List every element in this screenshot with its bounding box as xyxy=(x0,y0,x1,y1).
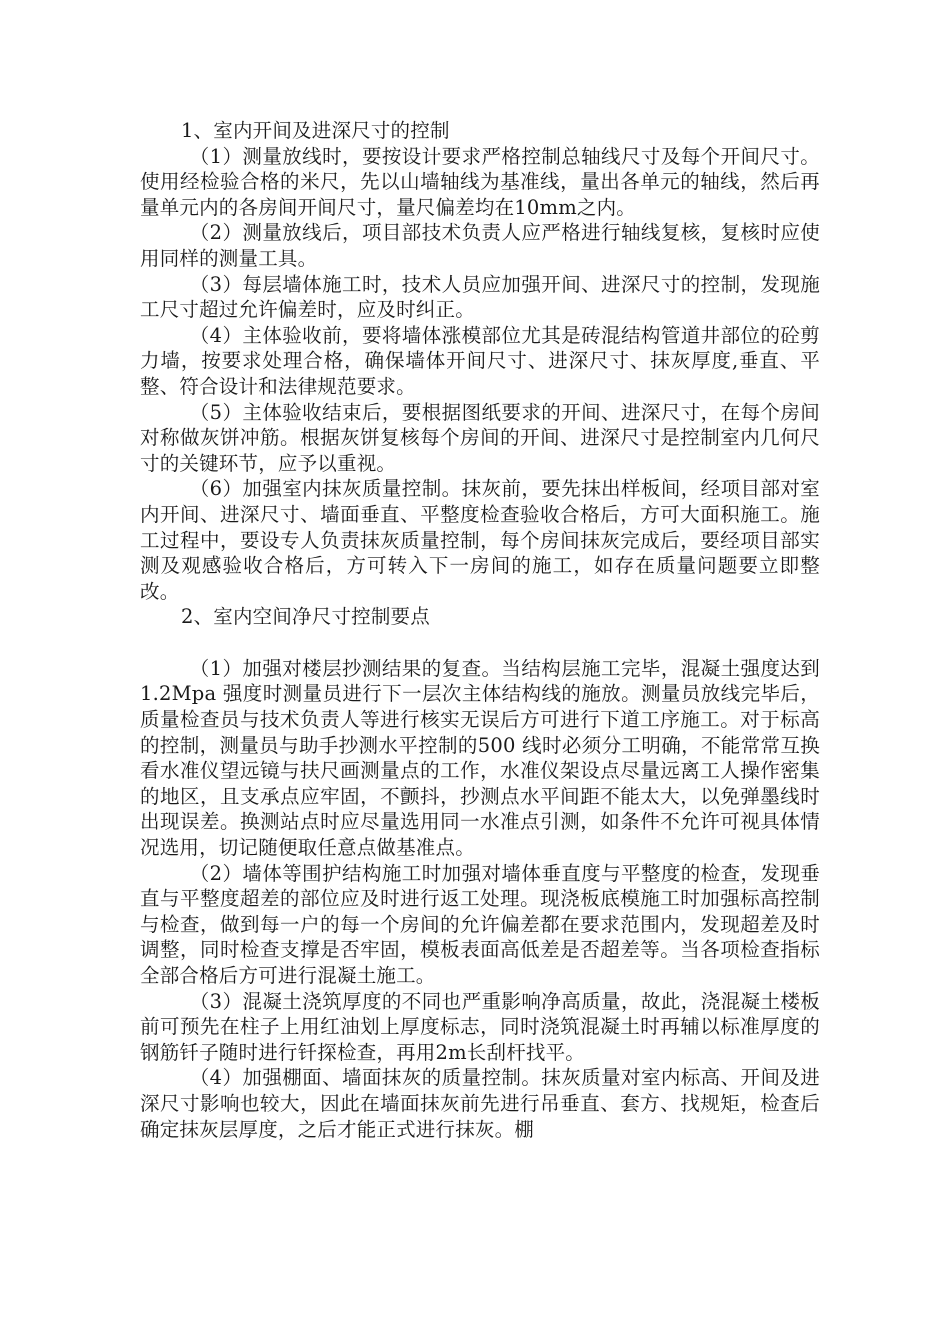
paragraph-1-6: （6）加强室内抹灰质量控制。抹灰前，要先抹出样板间，经项目部对室内开间、进深尺寸、墙面垂直、平整度检查验收合格后，方可大面积施工。施工过程中，要设专人负责抹灰质量控制，每个房间抹灰完成后，要经项目部实测及观感验收合格后，方可转入下一房间的施工，如存在质量问题要立即整改。 xyxy=(140,477,820,603)
document-body xyxy=(140,118,820,1142)
paragraph-2-1: （1）加强对楼层抄测结果的复查。当结构层施工完毕，混凝土强度达到1.2Mpa 强度时测量员进行下一层次主体结构线的施放。测量员放线完毕后，质量检查员与技术负责人等进行核实无误后方可进行下道工序施工。对于标高的控制，测量员与助手抄测水平控制的500 线时必须分工明确，不能常常互换看水准仪望远镜与扶尺画测量点的工作，水准仪架设点尽量远离工人操作密集的地区，且支承点应牢固，不颤抖，抄测点水平间距不能太大，以免弹墨线时出现误差。换测站点时应尽量选用同一水准点引测，如条件不允许可视具体情况选用，切记随便取任意点做基准点。 xyxy=(140,656,820,860)
section-heading-2: 2、室内空间净尺寸控制要点 xyxy=(180,605,430,629)
paragraph-2-4: （4）加强棚面、墙面抹灰的质量控制。抹灰质量对室内标高、开间及进深尺寸影响也较大，因此在墙面抹灰前先进行吊垂直、套方、找规矩，检查后确定抹灰层厚度，之后才能正式进行抹灰。棚 xyxy=(140,1066,820,1141)
paragraph-1-4: （4）主体验收前，要将墙体涨模部位尤其是砖混结构管道井部位的砼剪力墙，按要求处理合格，确保墙体开间尺寸、进深尺寸、抹灰厚度,垂直、平整、符合设计和法律规范要求。 xyxy=(140,323,820,398)
paragraph-1-3: （3）每层墙体施工时，技术人员应加强开间、进深尺寸的控制，发现施工尺寸超过允许偏差时，应及时纠正。 xyxy=(140,272,820,322)
paragraph-2-2: （2）墙体等围护结构施工时加强对墙体垂直度与平整度的检查，发现垂直与平整度超差的部位应及时进行返工处理。现浇板底模施工时加强标高控制与检查，做到每一户的每一个房间的允许偏差都在要求范围内，发现超差及时调整，同时检查支撑是否牢固，模板表面高低差是否超差等。当各项检查指标全部合格后方可进行混凝土施工。 xyxy=(140,861,820,987)
paragraph-2-3: （3）混凝土浇筑厚度的不同也严重影响净高质量，故此，浇混凝土楼板前可预先在柱子上用红油划上厚度标志，同时浇筑混凝土时再辅以标准厚度的钢筋钎子随时进行钎探检查，再用2m长刮杆找平。 xyxy=(140,989,820,1064)
paragraph-1-5: （5）主体验收结束后，要根据图纸要求的开间、进深尺寸，在每个房间对称做灰饼冲筋。根据灰饼复核每个房间的开间、进深尺寸是控制室内几何尺寸的关键环节，应予以重视。 xyxy=(140,400,820,475)
section-heading-1: 1、室内开间及进深尺寸的控制 xyxy=(180,119,450,142)
paragraph-1-2: （2）测量放线后，项目部技术负责人应严格进行轴线复核，复核时应使用同样的测量工具。 xyxy=(140,221,820,270)
paragraph-1-1: （1）测量放线时，要按设计要求严格控制总轴线尺寸及每个开间尺寸。使用经检验合格的米尺，先以山墙轴线为基准线，量出各单元的轴线，然后再量单元内的各房间开间尺寸，量尺偏差均在10mm之内。 xyxy=(140,144,820,219)
